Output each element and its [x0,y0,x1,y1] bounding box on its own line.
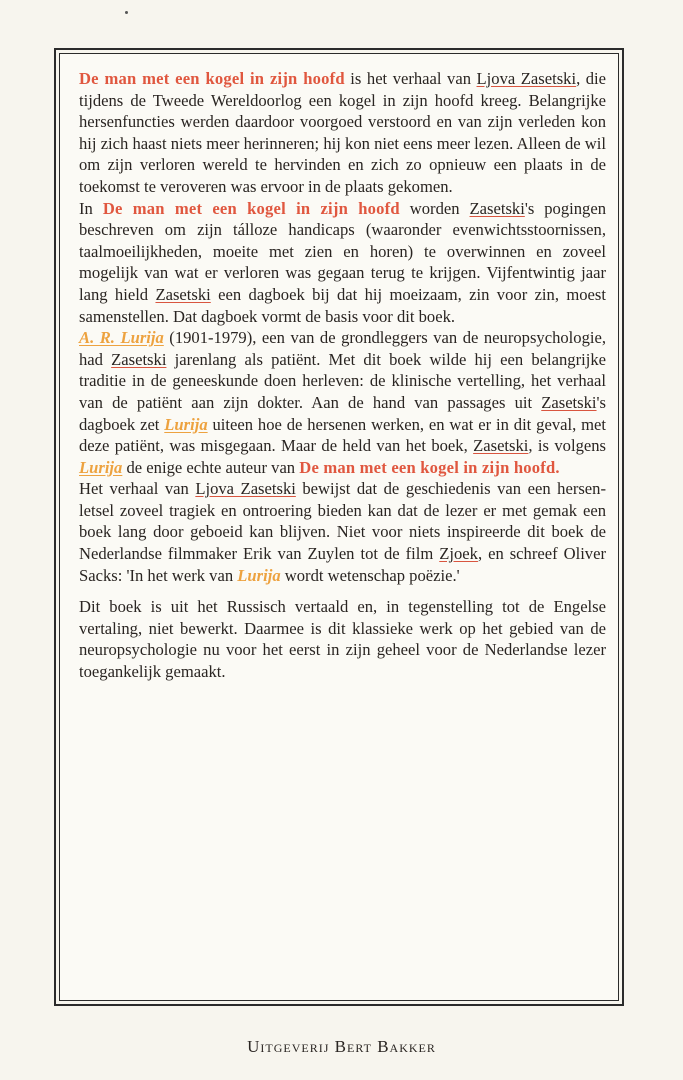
blurb-paragraph [79,327,606,478]
blurb-paragraph [79,596,606,682]
blurb-paragraph [79,68,606,198]
author-name: A. R. Lurija [79,328,164,348]
body-text: uiteen hoe de hersenen werken, en wat er in dit geval, met deze patiënt, was misgegaan. Maar de held van het boek, [79,414,606,456]
book-title-highlight: De man met een kogel in zijn hoofd. [299,457,560,477]
underlined-name: Zasetski [541,392,597,412]
book-title-highlight: De man met een kogel in zijn hoofd [102,198,400,218]
body-text: , is volgens [528,436,606,456]
body-text: Dit boek is uit het Russisch vertaald en, in tegenstelling tot de Engelse vertaling, niet bewerkt. Daarmee is dit klassieke werk op het gebied van de neuropsychologie nu voor het eerst in zijn geheel voor de Nederlandse lezer toegankelijk gemaakt. [79,597,606,682]
body-text: 's pogingen beschreven om zijn tálloze handicaps (waaronder evenwichtsstoornissen, taalmoeilijkheden, moeite met zien en horen) te overwinnen en zoveel mogelijk van wat er verloren was gegaan terug te krijgen. Vijfentwintig jaar lang hield [79,198,607,304]
body-text: , en schreef Oliver Sacks: 'In het werk van [79,544,606,585]
body-text: is het verhaal van [344,69,477,88]
blurb-paragraph [79,198,606,328]
book-title-highlight: De man met een kogel in zijn hoofd [79,69,345,88]
body-text: Het verhaal van [79,479,196,499]
body-text: de enige echte auteur van [122,457,300,477]
body-text: (1901-1979), een van de grondleggers van de neuropsychologie, had [79,328,606,369]
author-name: Lurija [79,457,123,477]
underlined-name: Zasetski [473,436,529,456]
blurb-paragraph [79,478,606,586]
publisher-name: Uitgeverij Bert Bakker [247,1037,436,1056]
scan-speck [125,11,128,14]
underlined-name: Zasetski [111,349,167,369]
body-text: jarenlang als patiënt. Met dit boek wilde hij een belangrijke traditie in de geneeskunde doen herleven: de klinische vertelling, het verhaal van de patiënt aan zijn dokter. Aan de hand van passages uit [79,349,607,412]
body-text: wordt wetenschap poëzie.' [280,565,460,585]
back-cover-blurb [79,68,606,683]
underlined-name: Ljova Zasetski [476,69,577,88]
underlined-name: Zasetski [469,198,525,218]
author-name: Lurija [164,414,208,434]
body-text: , die tijdens de Tweede Wereldoorlog een kogel in zijn hoofd kreeg. Belangrijke hersenfuncties werden daardoor voorgoed verstoord en van zijn verleden kon hij zich haast niets meer herinneren; hij kon niet eens meer lezen. Alleen de wil om zijn verloren wereld te hervinden en zich zo opnieuw een plaats in de toekomst te veroveren was ervoor in de plaats gekomen. [79,69,607,196]
body-text: bewijst dat de geschiedenis van een hersenletsel zoveel tragiek en ontroering bieden kan dat de lezer er met gemak een boek lang door geboeid kan blijven. Niet voor niets inspireerde dit boek de Nederlandse filmmaker Erik van Zuylen tot de film [79,479,606,564]
body-text: worden [399,198,470,218]
body-text: een dagboek bij dat hij moeizaam, zin voor zin, moest samenstellen. Dat dagboek vormt de basis voor dit boek. [79,284,606,326]
body-text: In [79,198,103,218]
body-text: 's dagboek zet [79,392,606,434]
author-name: Lurija [237,565,281,585]
underlined-name: Zjoek [439,544,478,564]
underlined-name: Ljova Zasetski [195,479,296,499]
underlined-name: Zasetski [155,284,211,304]
